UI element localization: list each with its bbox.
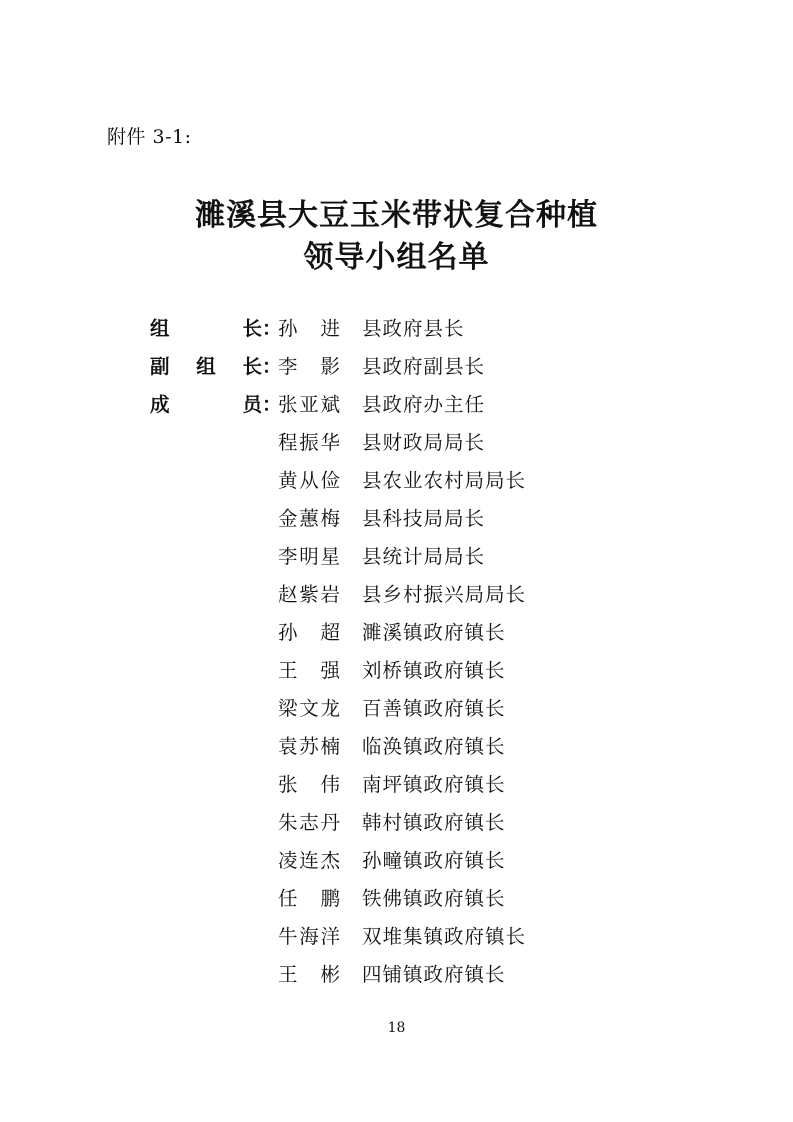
member-row bbox=[0, 766, 793, 804]
member-post: 县农业农村局局长 bbox=[362, 469, 527, 492]
member-row bbox=[0, 690, 793, 728]
member-role: 成 员 bbox=[150, 393, 262, 416]
document-subtitle: 领导小组名单 bbox=[303, 240, 490, 275]
member-post: 刘桥镇政府镇长 bbox=[362, 659, 506, 682]
member-row bbox=[0, 310, 793, 348]
member-row bbox=[0, 652, 793, 690]
member-post: 临涣镇政府镇长 bbox=[362, 735, 506, 758]
member-name: 赵 紫 岩 bbox=[278, 583, 340, 606]
member-name: 任 鹏 bbox=[278, 887, 340, 910]
page-number: 18 bbox=[387, 1020, 406, 1036]
member-row bbox=[0, 880, 793, 918]
member-row bbox=[0, 462, 793, 500]
member-name: 朱 志 丹 bbox=[278, 811, 340, 834]
member-post: 双堆集镇政府镇长 bbox=[362, 925, 527, 948]
member-colon: ： bbox=[262, 393, 282, 416]
member-post: 县政府县长 bbox=[362, 317, 465, 340]
member-name: 王 强 bbox=[278, 659, 340, 682]
member-row bbox=[0, 614, 793, 652]
member-name: 张 伟 bbox=[278, 773, 340, 796]
member-post: 四铺镇政府镇长 bbox=[362, 963, 506, 986]
member-name: 凌 连 杰 bbox=[278, 849, 340, 872]
member-colon: ： bbox=[262, 317, 282, 340]
member-name: 牛 海 洋 bbox=[278, 925, 340, 948]
member-row bbox=[0, 804, 793, 842]
member-row bbox=[0, 956, 793, 994]
member-row bbox=[0, 842, 793, 880]
member-row bbox=[0, 918, 793, 956]
member-name: 黄 从 俭 bbox=[278, 469, 340, 492]
member-name: 李 明 星 bbox=[278, 545, 340, 568]
member-row bbox=[0, 424, 793, 462]
member-role: 组 长 bbox=[150, 317, 262, 340]
member-role: 副 组 长 bbox=[150, 355, 262, 378]
member-post: 县统计局局长 bbox=[362, 545, 486, 568]
member-name: 孙 进 bbox=[278, 317, 340, 340]
member-post: 南坪镇政府镇长 bbox=[362, 773, 506, 796]
member-post: 县政府副县长 bbox=[362, 355, 486, 378]
member-row bbox=[0, 728, 793, 766]
member-post: 韩村镇政府镇长 bbox=[362, 811, 506, 834]
member-post: 县政府办主任 bbox=[362, 393, 486, 416]
member-name: 金 蕙 梅 bbox=[278, 507, 340, 530]
member-name: 张 亚 斌 bbox=[278, 393, 340, 416]
member-post: 孙疃镇政府镇长 bbox=[362, 849, 506, 872]
member-post: 百善镇政府镇长 bbox=[362, 697, 506, 720]
member-post: 县科技局局长 bbox=[362, 507, 486, 530]
attachment-label: 附件 3-1: bbox=[107, 126, 192, 148]
member-post: 县财政局局长 bbox=[362, 431, 486, 454]
member-list bbox=[0, 310, 793, 994]
member-name: 程 振 华 bbox=[278, 431, 340, 454]
member-name: 王 彬 bbox=[278, 963, 340, 986]
member-name: 李 影 bbox=[278, 355, 340, 378]
member-post: 濉溪镇政府镇长 bbox=[362, 621, 506, 644]
member-row bbox=[0, 500, 793, 538]
member-name: 孙 超 bbox=[278, 621, 340, 644]
member-row bbox=[0, 348, 793, 386]
member-post: 县乡村振兴局局长 bbox=[362, 583, 527, 606]
member-name: 袁 苏 楠 bbox=[278, 735, 340, 758]
document-title: 濉溪县大豆玉米带状复合种植 bbox=[195, 198, 598, 233]
member-row bbox=[0, 386, 793, 424]
member-row bbox=[0, 538, 793, 576]
member-row bbox=[0, 576, 793, 614]
member-name: 梁 文 龙 bbox=[278, 697, 340, 720]
member-colon: ： bbox=[262, 355, 282, 378]
member-post: 铁佛镇政府镇长 bbox=[362, 887, 506, 910]
